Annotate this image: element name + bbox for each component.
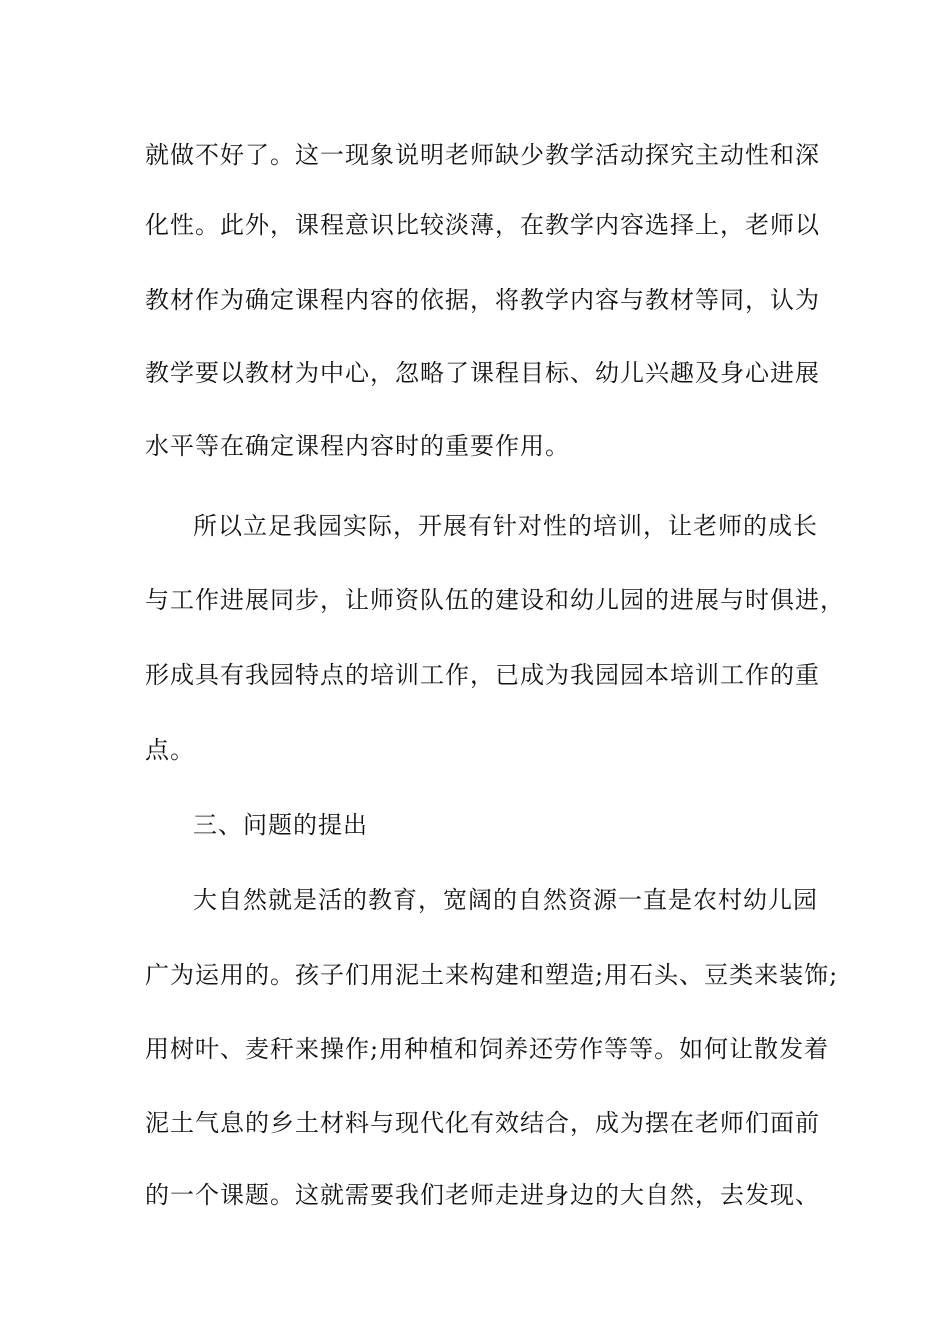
paragraph-line: 教材作为确定课程内容的依据，将教学内容与教材等同，认为 [145,286,820,314]
paragraph-line: 就做不好了。这一现象说明老师缺少教学活动探究主动性和深 [145,141,820,169]
paragraph-line: 形成具有我园特点的培训工作，已成为我园园本培训工作的重 [145,661,820,689]
paragraph-line: 点。 [145,736,195,764]
paragraph-line: 所以立足我园实际，开展有针对性的培训，让老师的成长 [193,512,818,540]
section-heading: 三、问题的提出 [193,811,368,839]
paragraph-line: 大自然就是活的教育，宽阔的自然资源一直是农村幼儿园 [193,886,818,914]
paragraph-line: 的一个课题。这就需要我们老师走进身边的大自然，去发现、 [145,1181,820,1209]
paragraph-line: 用树叶、麦秆来操作;用种植和饲养还劳作等等。如何让散发着 [145,1035,830,1063]
paragraph-line: 化性。此外，课程意识比较淡薄，在教学内容选择上，老师以 [145,211,820,239]
paragraph-line: 广为运用的。孩子们用泥土来构建和塑造;用石头、豆类来装饰; [145,961,839,989]
paragraph-line: 泥土气息的乡土材料与现代化有效结合，成为摆在老师们面前 [145,1109,820,1137]
paragraph-line: 教学要以教材为中心，忽略了课程目标、幼儿兴趣及身心进展 [145,359,820,387]
paragraph-line: 与工作进展同步，让师资队伍的建设和幼儿园的进展与时俱进， [145,586,845,614]
paragraph-line: 水平等在确定课程内容时的重要作用。 [145,432,570,460]
